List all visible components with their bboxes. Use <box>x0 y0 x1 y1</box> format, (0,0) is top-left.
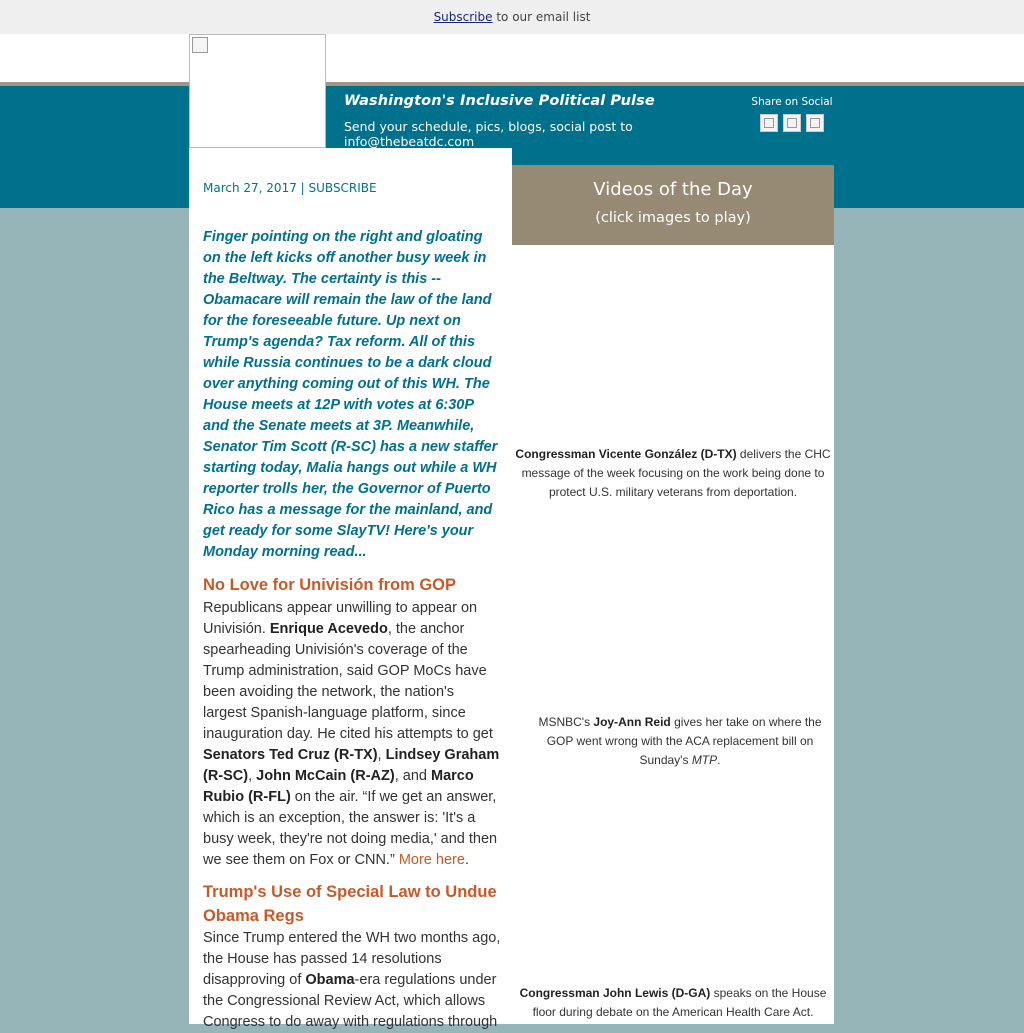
share-label: Share on Social <box>751 96 833 108</box>
video-thumbnail-reid[interactable] <box>512 525 834 705</box>
more-here-link[interactable]: More here <box>398 851 465 868</box>
issue-date-line <box>203 181 377 195</box>
header-white-bar <box>0 34 1024 82</box>
share-email-icon[interactable] <box>806 114 824 132</box>
person-name: Senators Ted Cruz (R-TX) <box>203 746 378 763</box>
broken-image-icon <box>192 37 208 53</box>
date-separator: | <box>296 181 309 195</box>
logo-image[interactable] <box>189 34 326 148</box>
article-title: No Love for Univisión from GOP <box>203 576 457 594</box>
person-name: John McCain (R-AZ) <box>256 767 395 784</box>
article-body: Republicans appear unwilling to appear on Univisión. Enrique Acevedo, the anchor spearheading Univisión's coverage of the Trump administration, said GOP MoCs have been avoiding the network, the nation's largest Spanish-language platform, since inauguration day. He cited his attempts to get Senators Ted Cruz (R-TX), Lindsey Graham (R-SC), John McCain (R-AZ), and Marco Rubio (R-FL) on the air. “If we get an answer, which is an exception, the answer is: 'It's a busy week, they're not doing media,' and then we see them on Fox or CNN.” More here. <box>203 599 500 868</box>
intro-paragraph: Finger pointing on the right and gloating on the left kicks off another busy week in the Beltway. The certainty is this -- Obamacare will remain the law of the land for the foreseeable future. Up next on Trump's agenda? Tax reform. All of this while Russia continues to be a dark cloud over anything coming out of this WH. The House meets at 12P with votes at 6:30P and the Senate meets at 3P. Meanwhile, Senator Tim Scott (R-SC) has a new staffer starting today, Malia hangs out while a WH reporter trolls her, the Governor of Puerto Rico has a message for the mainland, and get ready for some SlayTV! Here's your Monday morning read... <box>203 229 498 560</box>
videos-subtitle: (click images to play) <box>595 210 751 226</box>
videos-title: Videos of the Day <box>593 179 753 200</box>
video-caption: MSNBC's Joy-Ann Reid gives her take on where the GOP went wrong with the ACA replacement bill on Sunday's MTP. <box>538 715 822 767</box>
video-caption: Congressman John Lewis (D-GA) speaks on the House floor during debate on the American Health Care Act. <box>519 986 827 1019</box>
header-tagline <box>344 92 744 149</box>
share-twitter-icon[interactable] <box>783 114 801 132</box>
videos-header <box>512 165 834 245</box>
tagline-subtext: Send your schedule, pics, blogs, social post to info@thebeatdc.com <box>344 119 633 149</box>
person-name: Lindsey Graham (R-SC) <box>203 746 500 784</box>
article-title: Trump's Use of Special Law to Undue Obama Regs <box>203 883 497 925</box>
subscribe-header-link[interactable]: SUBSCRIBE <box>308 181 377 195</box>
video-thumbnail-gonzalez[interactable] <box>512 258 834 438</box>
article-univision <box>203 574 501 871</box>
tagline-title: Washington's Inclusive Political Pulse <box>344 93 655 109</box>
person-name: Marco Rubio (R-FL) <box>203 767 474 805</box>
subscribe-bar <box>0 0 1024 34</box>
video-caption: Congressman Vicente González (D-TX) delivers the CHC message of the week focusing on the work being done to protect U.S. military veterans from deportation. <box>515 447 831 499</box>
share-facebook-icon[interactable] <box>760 114 778 132</box>
article-special-law <box>203 881 501 1033</box>
issue-date: March 27, 2017 <box>203 181 297 195</box>
article-body: Since Trump entered the WH two months ago, the House has passed 14 resolutions disapproving of Obama-era regulations under the Congressional Review Act, which allows Congress to do away with regulations through <box>203 930 501 1030</box>
subscribe-link[interactable]: Subscribe <box>433 10 493 24</box>
subscribe-bar-text: to our email list <box>492 10 591 24</box>
video-thumbnail-lewis[interactable] <box>512 795 834 975</box>
share-block <box>750 96 834 132</box>
person-name: Obama <box>305 972 355 988</box>
person-name: Enrique Acevedo <box>269 620 388 637</box>
